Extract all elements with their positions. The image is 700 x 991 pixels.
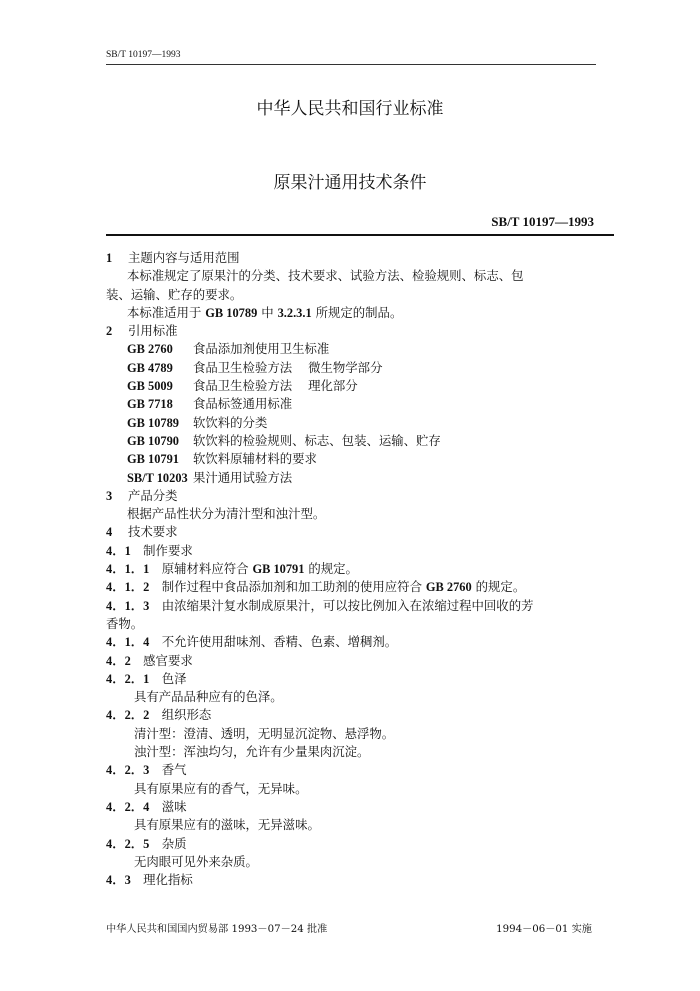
reference-item: GB 5009 食品卫生检验方法 理化部分 — [127, 378, 358, 394]
clause-4-1-4: 4．1．4 不允许使用甜味剂、香精、色素、增稠剂。 — [106, 634, 398, 650]
reference-item: GB 2760 食品添加剂使用卫生标准 — [127, 341, 330, 357]
section-1-scope: 本标准适用于 GB 10789 中 3.2.3.1 所规定的制品。 — [127, 304, 403, 320]
clause-4-2-4: 4．2．4 滋味 — [106, 798, 187, 814]
document-body — [106, 249, 606, 889]
clause-4-1-3-cont: 香物。 — [106, 615, 144, 631]
clause-4-2-5: 4．2．5 杂质 — [106, 835, 187, 851]
reference-item: SB/T 10203 果汁通用试验方法 — [127, 469, 293, 485]
clause-4-2-3-text: 具有原果应有的香气，无异味。 — [134, 780, 308, 796]
clause-4-2-1-text: 具有产品品种应有的色泽。 — [134, 689, 283, 705]
section-1-paragraph: 本标准规定了原果汁的分类、技术要求、试验方法、检验规则、标志、包 — [127, 268, 524, 284]
header-rule — [106, 64, 596, 65]
clause-4-2: 4．2 感官要求 — [106, 652, 193, 668]
section-1-paragraph-cont: 装、运输、贮存的要求。 — [106, 286, 243, 302]
standard-code: SB/T 10197—1993 — [491, 214, 594, 229]
clause-4-1-3: 4．1．3 由浓缩果汁复水制成原果汁，可以按比例加入在浓缩过程中回收的芳 — [106, 597, 534, 613]
approval-note: 中华人民共和国国内贸易部 1993－07－24 批准 — [106, 924, 328, 935]
clause-4-2-1: 4．2．1 色泽 — [106, 670, 187, 686]
standard-type-title: 中华人民共和国行业标准 — [256, 99, 444, 119]
reference-item: GB 10791 软饮料原辅材料的要求 — [127, 451, 317, 467]
clause-4-2-4-text: 具有原果应有的滋味，无异滋味。 — [134, 817, 320, 833]
clause-4-1-2: 4．1．2 制作过程中食品添加剂和加工助剂的使用应符合 GB 2760 的规定。 — [106, 579, 526, 595]
clause-4-1: 4．1 制作要求 — [106, 542, 193, 558]
reference-item: GB 7718 食品标签通用标准 — [127, 396, 293, 412]
section-1-heading: 1 主题内容与适用范围 — [106, 250, 240, 265]
section-2-heading: 2 引用标准 — [106, 323, 178, 339]
clause-4-2-2-cloudy: 浊汁型：浑浊均匀，允许有少量果肉沉淀。 — [134, 744, 370, 760]
clause-4-2-2: 4．2．2 组织形态 — [106, 707, 212, 723]
reference-item: GB 4789 食品卫生检验方法 微生物学部分 — [127, 359, 383, 375]
section-3-text: 根据产品性状分为清汁型和浊汁型。 — [127, 506, 326, 522]
title-rule — [106, 234, 614, 236]
clause-4-2-5-text: 无肉眼可见外来杂质。 — [134, 853, 258, 869]
document-title: 原果汁通用技术条件 — [273, 173, 427, 193]
clause-4-2-3: 4．2．3 香气 — [106, 762, 187, 778]
clause-4-2-2-clear: 清汁型：澄清、透明，无明显沉淀物、悬浮物。 — [134, 725, 395, 741]
effective-date: 1994－06－01 实施 — [496, 924, 592, 935]
section-4-heading: 4 技术要求 — [106, 524, 178, 540]
section-3-heading: 3 产品分类 — [106, 487, 178, 503]
reference-item: GB 10790 软饮料的检验规则、标志、包装、运输、贮存 — [127, 432, 441, 448]
header-standard-code: SB/T 10197—1993 — [106, 50, 181, 60]
clause-4-1-1: 4．1．1 原辅材料应符合 GB 10791 的规定。 — [106, 561, 358, 577]
reference-item: GB 10789 软饮料的分类 — [127, 414, 268, 430]
clause-4-3: 4．3 理化指标 — [106, 872, 193, 888]
